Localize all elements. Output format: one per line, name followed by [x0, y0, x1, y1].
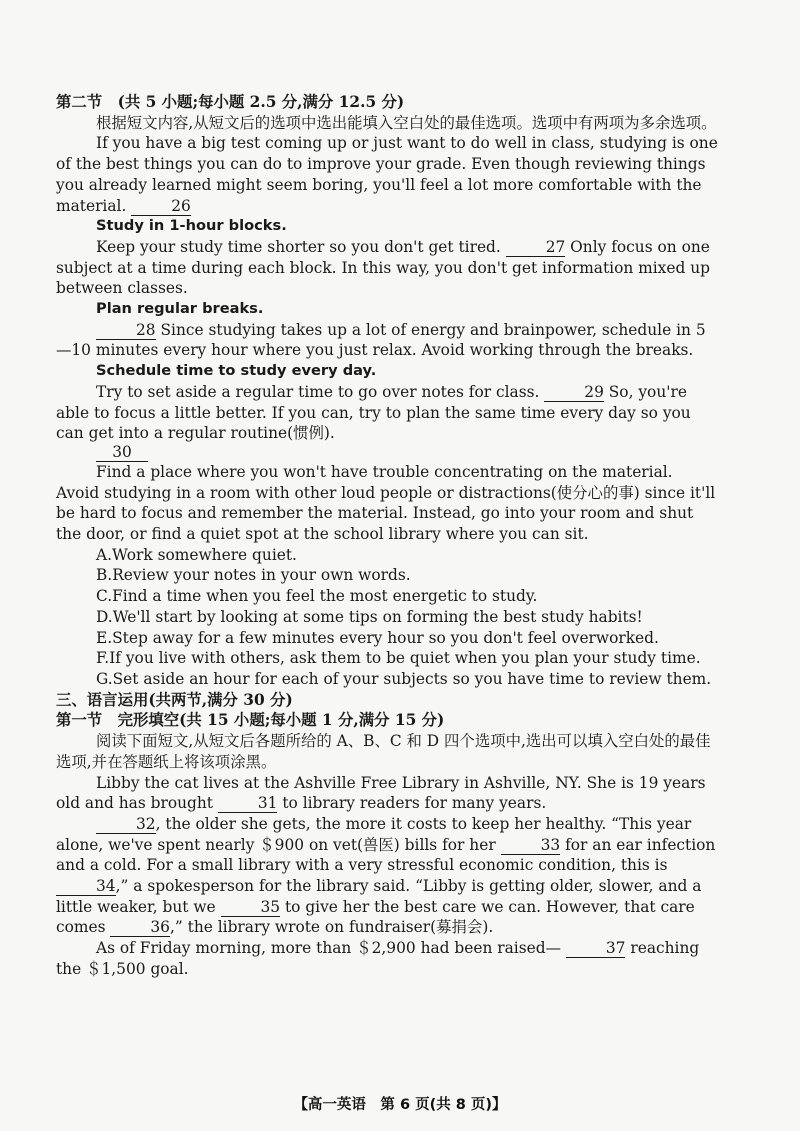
- paragraph-text: reaching the ＄1,500 goal.: [56, 939, 700, 978]
- option-c: [56, 586, 720, 607]
- passage-paragraph: [56, 133, 720, 216]
- subheading: Schedule time to study every day.: [96, 362, 377, 380]
- option-f: [56, 648, 720, 669]
- option-label: E.: [96, 628, 113, 647]
- blank-29: 29: [544, 384, 604, 402]
- options-list: [56, 545, 720, 690]
- option-e: [56, 628, 720, 649]
- option-text: Review your notes in your own words.: [112, 566, 411, 585]
- option-label: D.: [96, 607, 113, 626]
- subsection-title: 第一节 完形填空(共 15 小题;每小题 1 分,满分 15 分): [56, 711, 445, 730]
- paragraph-text: , the older she gets, the more it costs to keep her healthy. “This year alone, we've spent nearly ＄900 on vet(兽医) bills for her: [56, 814, 692, 854]
- option-label: F.: [96, 649, 110, 668]
- paragraph-text: Keep your study time shorter so you don't get tired.: [96, 237, 506, 256]
- passage-paragraph: [56, 382, 720, 444]
- option-label: B.: [96, 566, 113, 585]
- option-d: [56, 607, 720, 628]
- subheading: Plan regular breaks.: [96, 300, 264, 318]
- blank-26: 26: [131, 198, 191, 216]
- paragraph-text: ,” the library wrote on fundraiser(募捐会).: [169, 918, 494, 937]
- paragraph-text: Since studying takes up a lot of energy and brainpower, schedule in 5—10 minutes every hour where you just relax. Avoid working through the breaks.: [56, 320, 706, 360]
- option-a: [56, 545, 720, 566]
- blank-36: 36: [110, 919, 170, 937]
- passage-paragraph: [56, 320, 720, 361]
- part-title: 三、语言运用(共两节,满分 30 分): [56, 690, 293, 709]
- option-text: If you live with others, ask them to be quiet when you plan your study time.: [109, 649, 701, 668]
- paragraph-text: Libby the cat lives at the Ashville Free Library in Ashville, NY. She is 19 years old and has brought: [56, 773, 706, 813]
- section-instruction: 根据短文内容,从短文后的选项中选出能填入空白处的最佳选项。选项中有两项为多余选项。: [96, 113, 717, 132]
- passage-paragraph: Find a place where you won't have trouble concentrating on the material. Avoid studying in a room with other loud people or distractions(使分心的事) since it'll be hard to focus and remember the material. Instead, go into your room and shut the door, or find a quiet spot at the school library where you can sit.: [56, 462, 716, 544]
- blank-32: 32: [96, 816, 156, 834]
- paragraph-text: If you have a big test coming up or just want to do well in class, studying is one of the best things you can do to improve your grade. Even though reviewing things you already learned might seem boring, you'll feel a lot more comfortable with the material.: [56, 134, 718, 215]
- passage-paragraph: [56, 938, 720, 979]
- blank-30: 30: [96, 444, 148, 462]
- option-b: [56, 565, 720, 586]
- paragraph-text: to give her the best care we can. However, that care comes: [56, 897, 695, 937]
- blank-33: 33: [501, 837, 561, 855]
- option-text: Find a time when you feel the most energetic to study.: [112, 587, 538, 606]
- option-g: [56, 669, 720, 690]
- page-footer: 【高一英语 第 6 页(共 8 页)】: [293, 1097, 507, 1113]
- blank-31: 31: [218, 795, 278, 813]
- paragraph-text: to library readers for many years.: [277, 794, 547, 813]
- blank-35: 35: [221, 899, 281, 917]
- paragraph-text: As of Friday morning, more than ＄2,900 had been raised—: [96, 939, 566, 958]
- blank-27: 27: [506, 239, 566, 257]
- subheading: Study in 1-hour blocks.: [96, 217, 287, 235]
- option-text: Set aside an hour for each of your subjects so you have time to review them.: [112, 669, 712, 688]
- option-label: A.: [96, 545, 113, 564]
- option-text: Work somewhere quiet.: [112, 545, 297, 564]
- paragraph-text: Only focus on one subject at a time during each block. In this way, you don't get information mixed up between classes.: [56, 237, 710, 298]
- passage-paragraph: [56, 237, 720, 299]
- option-text: Step away for a few minutes every hour so you don't feel overworked.: [112, 628, 659, 647]
- option-text: We'll start by looking at some tips on forming the best study habits!: [112, 607, 643, 626]
- blank-28: 28: [96, 322, 156, 340]
- section-title: 第二节 (共 5 小题;每小题 2.5 分,满分 12.5 分): [56, 93, 405, 111]
- page-content: [56, 92, 720, 980]
- paragraph-text: Try to set aside a regular time to go over notes for class.: [96, 382, 545, 401]
- passage-paragraph: [56, 814, 720, 938]
- paragraph-text: So, you're able to focus a little better. If you can, try to plan the same time every day so you can get into a regular routine(惯例).: [56, 382, 691, 443]
- paragraph-text: for an ear infection and a cold. For a small library with a very stressful economic condition, this is: [56, 835, 716, 875]
- blank-34: 34: [56, 878, 116, 896]
- option-label: C.: [96, 587, 113, 606]
- option-label: G.: [96, 669, 113, 688]
- passage-paragraph: [56, 773, 720, 814]
- paragraph-text: ,” a spokesperson for the library said. “Libby is getting older, slower, and a little weaker, but we: [56, 877, 702, 916]
- subsection-instruction: 阅读下面短文,从短文后各题所给的 A、B、C 和 D 四个选项中,选出可以填入空白处的最佳选项,并在答题纸上将该项涂黑。: [56, 732, 711, 771]
- blank-37: 37: [566, 940, 626, 958]
